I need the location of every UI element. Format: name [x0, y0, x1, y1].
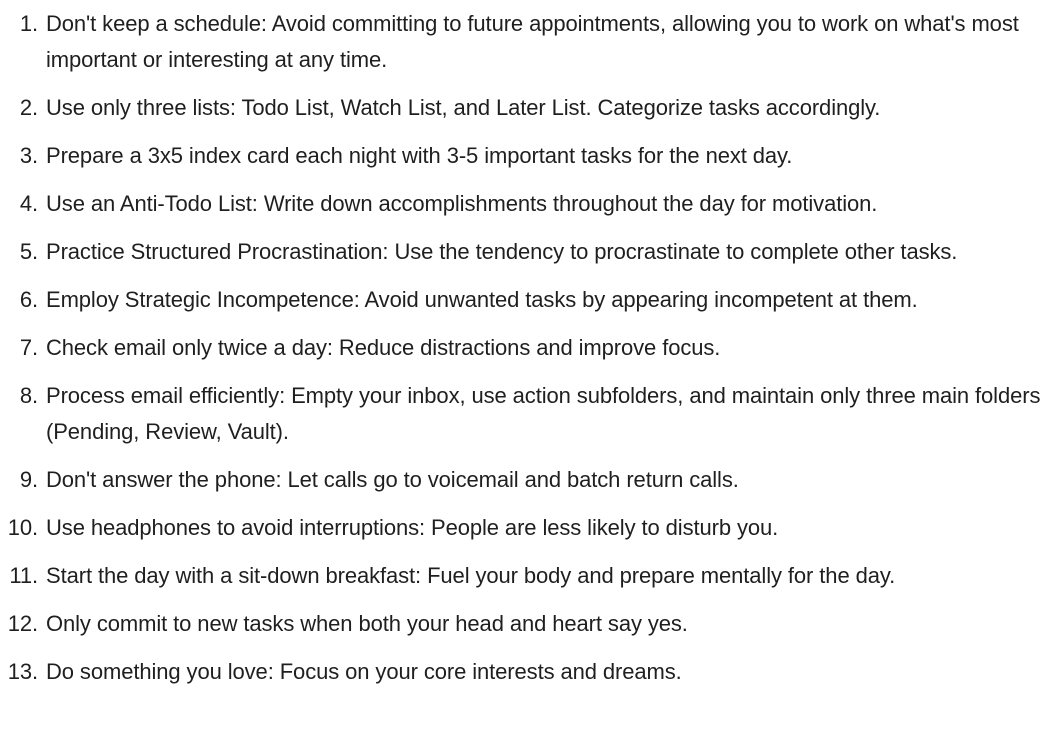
item-number: 12. — [7, 611, 38, 636]
item-number: 5. — [19, 239, 38, 264]
item-text: Start the day with a sit-down breakfast: Fuel your body and prepare mentally for the day. — [46, 563, 896, 588]
tips-list — [0, 6, 1052, 702]
item-text: Process email efficiently: Empty your inbox, use action subfolders, and maintain only three main folders (Pending, Review, Vault). — [46, 383, 1041, 444]
item-number: 4. — [19, 191, 38, 216]
item-number: 11. — [9, 563, 38, 588]
list-item — [0, 654, 1052, 690]
item-number: 1. — [19, 11, 38, 36]
list-item — [0, 6, 1052, 78]
item-text: Only commit to new tasks when both your head and heart say yes. — [46, 611, 688, 636]
list-item — [0, 606, 1052, 642]
list-item — [0, 558, 1052, 594]
item-number: 2. — [19, 95, 38, 120]
item-text: Use headphones to avoid interruptions: People are less likely to disturb you. — [46, 515, 779, 540]
item-text: Use an Anti-Todo List: Write down accomplishments throughout the day for motivation. — [46, 191, 878, 216]
item-number: 13. — [7, 659, 38, 684]
item-text: Don't answer the phone: Let calls go to voicemail and batch return calls. — [46, 467, 739, 492]
list-item — [0, 90, 1052, 126]
item-text: Practice Structured Procrastination: Use the tendency to procrastinate to complete other tasks. — [46, 239, 958, 264]
item-number: 6. — [19, 287, 38, 312]
item-text: Check email only twice a day: Reduce distractions and improve focus. — [46, 335, 721, 360]
item-text: Do something you love: Focus on your core interests and dreams. — [46, 659, 682, 684]
item-text: Use only three lists: Todo List, Watch List, and Later List. Categorize tasks accordingly. — [46, 95, 881, 120]
list-item — [0, 138, 1052, 174]
list-item — [0, 186, 1052, 222]
item-number: 10. — [7, 515, 38, 540]
list-item — [0, 330, 1052, 366]
item-text: Prepare a 3x5 index card each night with 3-5 important tasks for the next day. — [46, 143, 793, 168]
list-item — [0, 462, 1052, 498]
item-text: Don't keep a schedule: Avoid committing to future appointments, allowing you to work on what's most important or interesting at any time. — [46, 11, 1019, 72]
item-number: 3. — [19, 143, 38, 168]
item-text: Employ Strategic Incompetence: Avoid unwanted tasks by appearing incompetent at them. — [46, 287, 918, 312]
item-number: 7. — [19, 335, 38, 360]
list-item — [0, 510, 1052, 546]
list-item — [0, 234, 1052, 270]
list-item — [0, 282, 1052, 318]
list-item — [0, 378, 1052, 450]
item-number: 8. — [19, 383, 38, 408]
item-number: 9. — [19, 467, 38, 492]
